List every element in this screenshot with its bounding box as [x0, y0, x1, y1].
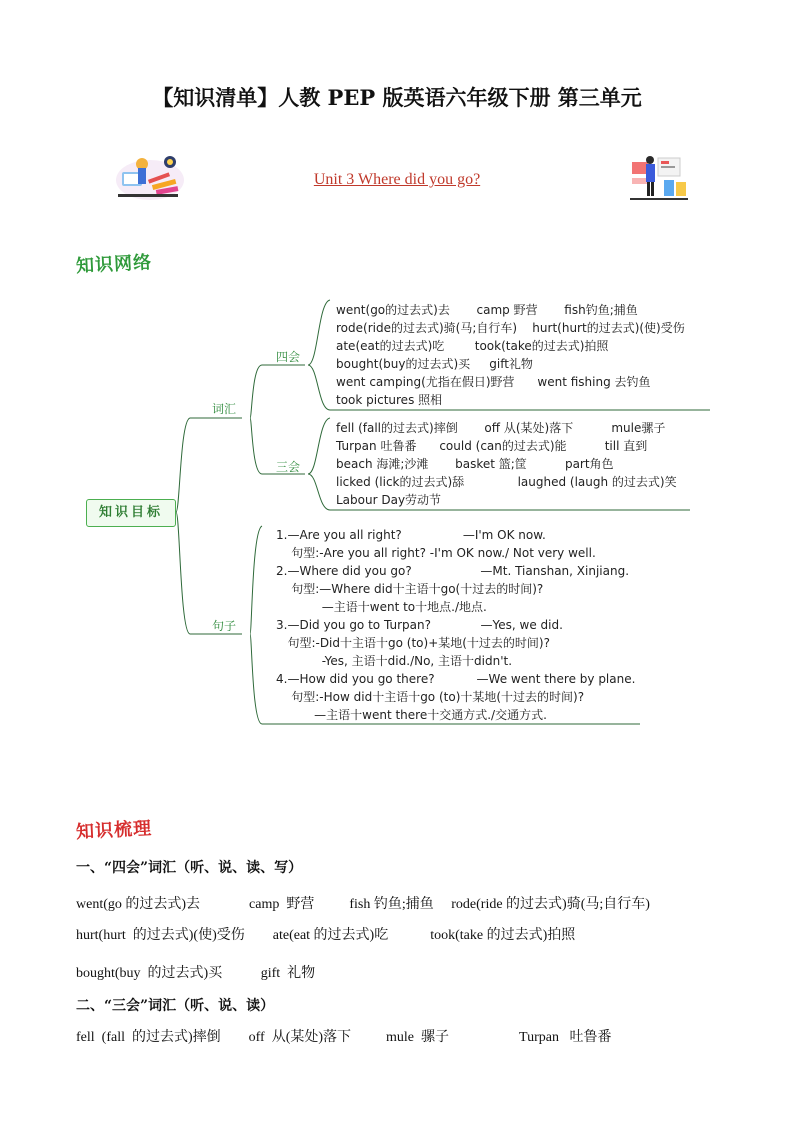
- body-vocab-row: went(go 的过去式)去 camp 野营 fish 钓鱼;捕鱼 rode(ride 的过去式)骑(马;自行车): [76, 897, 650, 912]
- body-vocab-row: hurt(hurt 的过去式)(使)受伤 ate(eat 的过去式)吃 took(take 的过去式)拍照: [76, 928, 576, 943]
- sentence-line: 句型:—Where did十主语十go(十过去的时间)?: [276, 582, 544, 596]
- four-vocab-line: ate(eat的过去式)吃 took(take的过去式)拍照: [336, 339, 609, 353]
- mindmap-root: 知识目标: [86, 499, 176, 527]
- four-vocab-line: rode(ride的过去式)骑(马;自行车) hurt(hurt的过去式)(使)受伤: [336, 321, 685, 335]
- sentence-line: 句型:-Are you all right? -I'm OK now./ Not very well.: [276, 546, 596, 560]
- sub-three-skills: 三会: [276, 460, 301, 474]
- sentence-line: —主语十went to十地点./地点.: [276, 600, 487, 614]
- three-skills-heading: 二、“三会”词汇（听、说、读）: [76, 998, 275, 1014]
- three-vocab-line: Turpan 吐鲁番 could (can的过去式)能 till 直到: [336, 439, 648, 453]
- sentence-line: 句型:-How did十主语十go (to)十某地(十过去的时间)?: [276, 690, 585, 704]
- three-vocab-line: licked (lick的过去式)舔 laughed (laugh 的过去式)笑: [336, 475, 677, 489]
- sub-four-skills: 四会: [276, 350, 301, 364]
- network-heading: 知识网络: [75, 252, 153, 277]
- four-vocab-line: went(go的过去式)去 camp 野营 fish钓鱼;捕鱼: [336, 303, 638, 317]
- four-vocab-line: went camping(尤指在假日)野营 went fishing 去钓鱼: [336, 375, 651, 389]
- review-heading: 知识梳理: [75, 818, 153, 843]
- sentence-line: -Yes, 主语十did./No, 主语十didn't.: [276, 654, 513, 668]
- body-vocab-row: fell (fall 的过去式)摔倒 off 从(某处)落下 mule 骡子 Turpan 吐鲁番: [76, 1030, 612, 1045]
- sentence-line: 2.—Where did you go? —Mt. Tianshan, Xinjiang.: [276, 564, 630, 578]
- branch-sentence: 句子: [212, 619, 237, 633]
- three-vocab-line: fell (fall的过去式)摔倒 off 从(某处)落下 mule骡子: [336, 421, 666, 435]
- four-skills-heading: 一、“四会”词汇（听、说、读、写）: [76, 860, 303, 876]
- unit-title: Unit 3 Where did you go?: [313, 171, 481, 188]
- sentence-line: 句型:-Did十主语十go (to)+某地(十过去的时间)?: [276, 636, 550, 650]
- four-vocab-line: took pictures 照相: [336, 393, 443, 407]
- body-vocab-row: bought(buy 的过去式)买 gift 礼物: [76, 966, 316, 981]
- sentence-line: 3.—Did you go to Turpan? —Yes, we did.: [276, 618, 563, 632]
- page-title: 【知识清单】人教 PEP 版英语六年级下册 第三单元: [152, 85, 642, 110]
- sentence-line: 1.—Are you all right? —I'm OK now.: [276, 528, 546, 542]
- sentence-line: 4.—How did you go there? —We went there by plane.: [276, 672, 636, 686]
- three-vocab-line: beach 海滩;沙滩 basket 篮;筐 part角色: [336, 457, 614, 471]
- three-vocab-line: Labour Day劳动节: [336, 493, 442, 507]
- four-vocab-line: bought(buy的过去式)买 gift礼物: [336, 357, 533, 371]
- sentence-line: —主语十went there十交通方式./交通方式.: [276, 708, 547, 722]
- branch-vocab: 词汇: [212, 402, 237, 416]
